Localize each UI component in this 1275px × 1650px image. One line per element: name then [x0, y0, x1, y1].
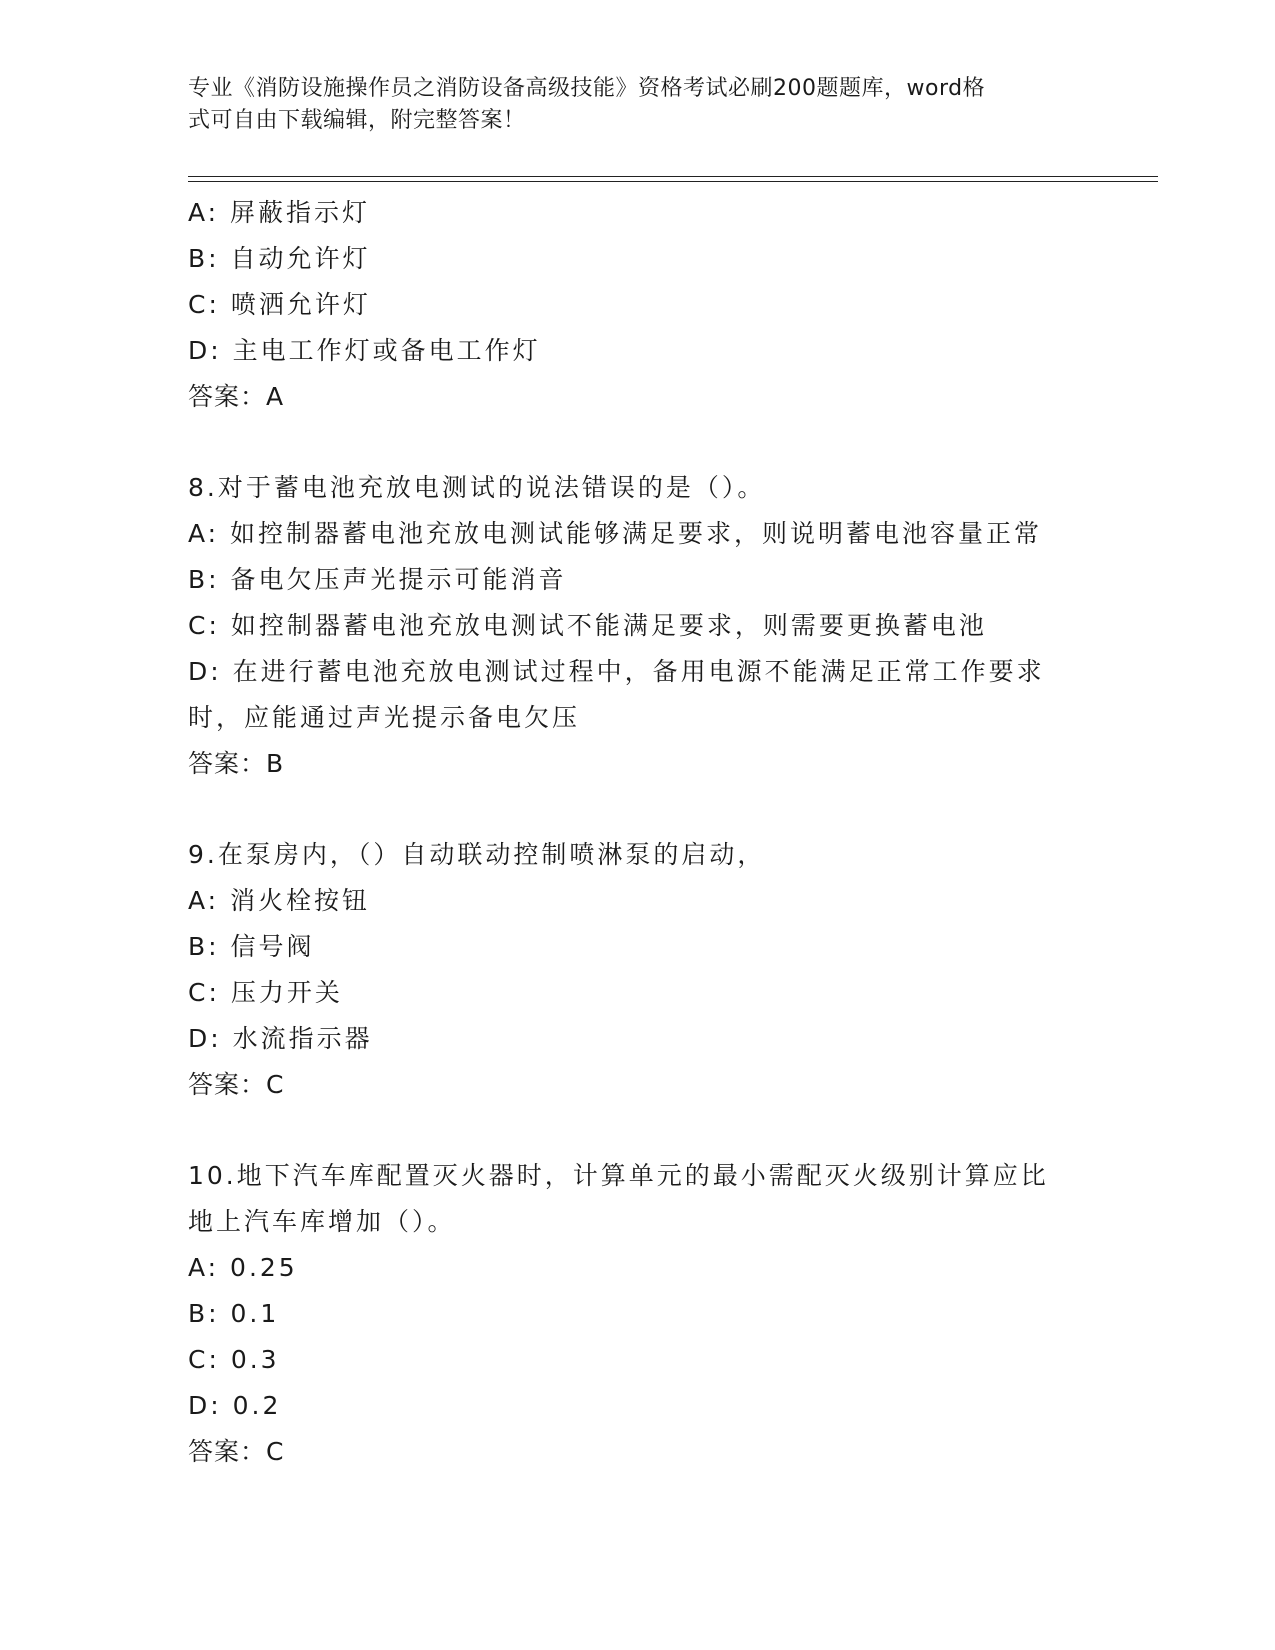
header-divider-bottom: [188, 181, 1158, 182]
option-a: A: 0.25: [188, 1253, 298, 1282]
answer-label: 答案：C: [188, 1437, 285, 1466]
option-c: C: 压力开关: [188, 978, 343, 1007]
option-b: B: 信号阀: [188, 932, 315, 961]
question-stem: 8.对于蓄电池充放电测试的说法错误的是（）。: [188, 473, 766, 502]
question-stem-continued: 地上汽车库增加（）。: [188, 1207, 456, 1236]
option-c: C: 0.3: [188, 1345, 280, 1374]
question-stem: 9.在泵房内，（）自动联动控制喷淋泵的启动，: [188, 840, 766, 869]
option-d: D: 水流指示器: [188, 1024, 373, 1053]
option-c: C: 如控制器蓄电池充放电测试不能满足要求，则需要更换蓄电池: [188, 611, 987, 640]
header-line-1: 专业《消防设施操作员之消防设备高级技能》资格考试必刷200题题库，word格: [188, 76, 986, 101]
option-b: B: 0.1: [188, 1299, 280, 1328]
option-a: A: 消火栓按钮: [188, 886, 371, 915]
question-8: [188, 465, 1088, 787]
question-stem: 10.地下汽车库配置灭火器时，计算单元的最小需配灭火级别计算应比: [188, 1161, 1049, 1190]
answer-label: 答案：A: [188, 382, 285, 411]
option-d: D: 主电工作灯或备电工作灯: [188, 336, 541, 365]
answer-label: 答案：C: [188, 1070, 285, 1099]
question-7: [188, 190, 1088, 420]
answer-label: 答案：B: [188, 749, 285, 778]
header-divider-top: [188, 176, 1158, 177]
option-b: B: 备电欠压声光提示可能消音: [188, 565, 567, 594]
option-a: A: 如控制器蓄电池充放电测试能够满足要求，则说明蓄电池容量正常: [188, 519, 1043, 548]
question-list: [188, 190, 1088, 1475]
header-line-2: 式可自由下载编辑，附完整答案！: [188, 108, 526, 133]
option-a: A: 屏蔽指示灯: [188, 198, 371, 227]
option-d: D: 在进行蓄电池充放电测试过程中，备用电源不能满足正常工作要求: [188, 657, 1045, 686]
option-b: B: 自动允许灯: [188, 244, 371, 273]
question-10: [188, 1153, 1088, 1475]
option-d: D: 0.2: [188, 1391, 282, 1420]
option-c: C: 喷洒允许灯: [188, 290, 371, 319]
option-d-continued: 时，应能通过声光提示备电欠压: [188, 703, 581, 732]
document-header: [188, 73, 1078, 137]
question-9: [188, 832, 1088, 1108]
